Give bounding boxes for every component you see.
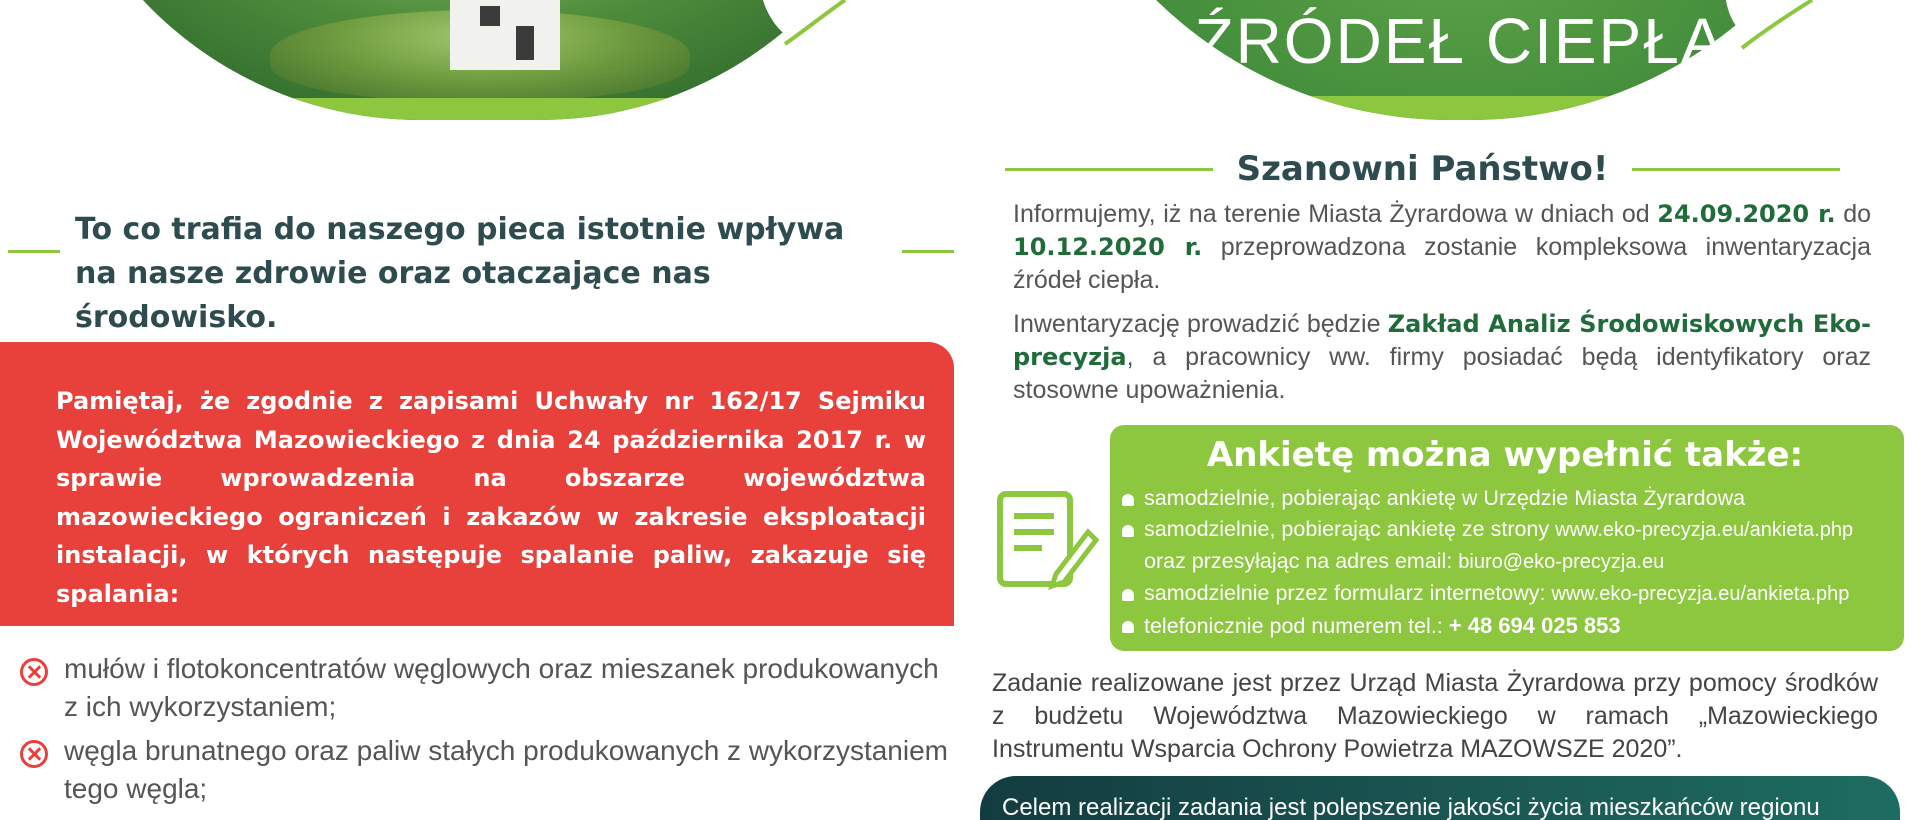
house-illustration xyxy=(450,0,560,70)
greeting-title: Szanowni Państwo! xyxy=(1236,149,1609,189)
survey-option: samodzielnie, pobierając ankietę ze strony www.eko-precyzja.eu/ankieta.php oraz przesyłając na adres email: biuro@eko-precyzja.eu xyxy=(1122,514,1888,578)
list-item xyxy=(20,650,950,726)
greeting-header xyxy=(1005,144,1840,194)
prohibited-fuels-list xyxy=(20,650,950,820)
survey-options-box xyxy=(1110,425,1904,651)
survey-title: Ankietę można wypełnić także: xyxy=(1206,435,1804,475)
leaf-icon xyxy=(1720,0,1840,62)
list-item-text: mułów i flotokoncentratów węglowych oraz mieszanek produkowanych z ich wykorzystaniem; xyxy=(64,653,939,722)
list-item-text: węgla brunatnego oraz paliw stałych produkowanych z wykorzystaniem tego węgla; xyxy=(64,735,948,804)
regulation-notice-panel xyxy=(0,342,954,626)
prohibited-icon xyxy=(20,658,48,686)
start-date: 24.09.2020 r. xyxy=(1657,200,1836,228)
list-item xyxy=(20,814,950,820)
goal-banner xyxy=(980,776,1900,820)
email-link[interactable]: biuro@eko-precyzja.eu xyxy=(1458,551,1665,573)
survey-option: samodzielnie, pobierając ankietę w Urzędzie Miasta Żyrardowa xyxy=(1122,483,1888,514)
banner-title: ŹRÓDEŁ CIEPŁA xyxy=(1194,5,1726,77)
company-name: Zakład Analiz Środowiskowych Eko-precyzja xyxy=(1013,310,1871,371)
bullet-icon xyxy=(1122,525,1134,537)
heading-rule-right xyxy=(902,250,954,253)
bullet-icon xyxy=(1122,494,1134,506)
regulation-notice-text: Pamiętaj, że zgodnie z zapisami Uchwały nr 162/17 Sejmiku Województwa Mazowieckiego z dnia 24 października 2017 r. w sprawie wprowadzenia na obszarze województwa mazowieckiego ograniczeń i zakazów w zakresie eksploatacji instalacji, w których następuje spalanie paliw, zakazuje się spalania: xyxy=(56,387,926,608)
left-heading: To co trafia do naszego pieca istotnie wpływa na nasze zdrowie oraz otaczające nas środowisko. xyxy=(75,212,845,335)
inventory-info-paragraph: Informujemy, iż na terenie Miasta Żyrardowa w dniach od 24.09.2020 r. do 10.12.2020 r. przeprowadzona zostanie kompleksowa inwentaryzacja źródeł ciepła. xyxy=(1013,200,1871,294)
prohibited-icon xyxy=(20,740,48,768)
end-date: 10.12.2020 r. xyxy=(1013,233,1203,261)
survey-option: samodzielnie przez formularz internetowy: www.eko-precyzja.eu/ankieta.php xyxy=(1122,578,1888,610)
phone-number[interactable]: + 48 694 025 853 xyxy=(1448,613,1621,638)
leaf-icon xyxy=(755,0,865,62)
company-info-paragraph: Inwentaryzację prowadzić będzie Zakład Analiz Środowiskowych Eko-precyzja, a pracownicy ww. firmy posiadać będą identyfikatory oraz stosowne upoważnienia. xyxy=(1013,310,1871,404)
survey-option: telefonicznie pod numerem tel.: + 48 694 025 853 xyxy=(1122,610,1888,642)
bullet-icon xyxy=(1122,589,1134,601)
document-pen-icon xyxy=(996,490,1100,590)
survey-link[interactable]: www.eko-precyzja.eu/ankieta.php xyxy=(1555,519,1854,541)
goal-text: Celem realizacji zadania jest polepszenie jakości życia mieszkańców regionu xyxy=(1002,794,1820,820)
heading-rule-left xyxy=(8,250,60,253)
bullet-icon xyxy=(1122,621,1134,633)
funding-paragraph: Zadanie realizowane jest przez Urząd Miasta Żyrardowa przy pomocy środków z budżetu Województwa Mazowieckiego w ramach „Mazowieckiego Instrumentu Wsparcia Ochrony Powietrza MAZOWSZE 2020”. xyxy=(992,669,1878,763)
list-item xyxy=(20,732,950,808)
form-link[interactable]: www.eko-precyzja.eu/ankieta.php xyxy=(1551,583,1850,605)
